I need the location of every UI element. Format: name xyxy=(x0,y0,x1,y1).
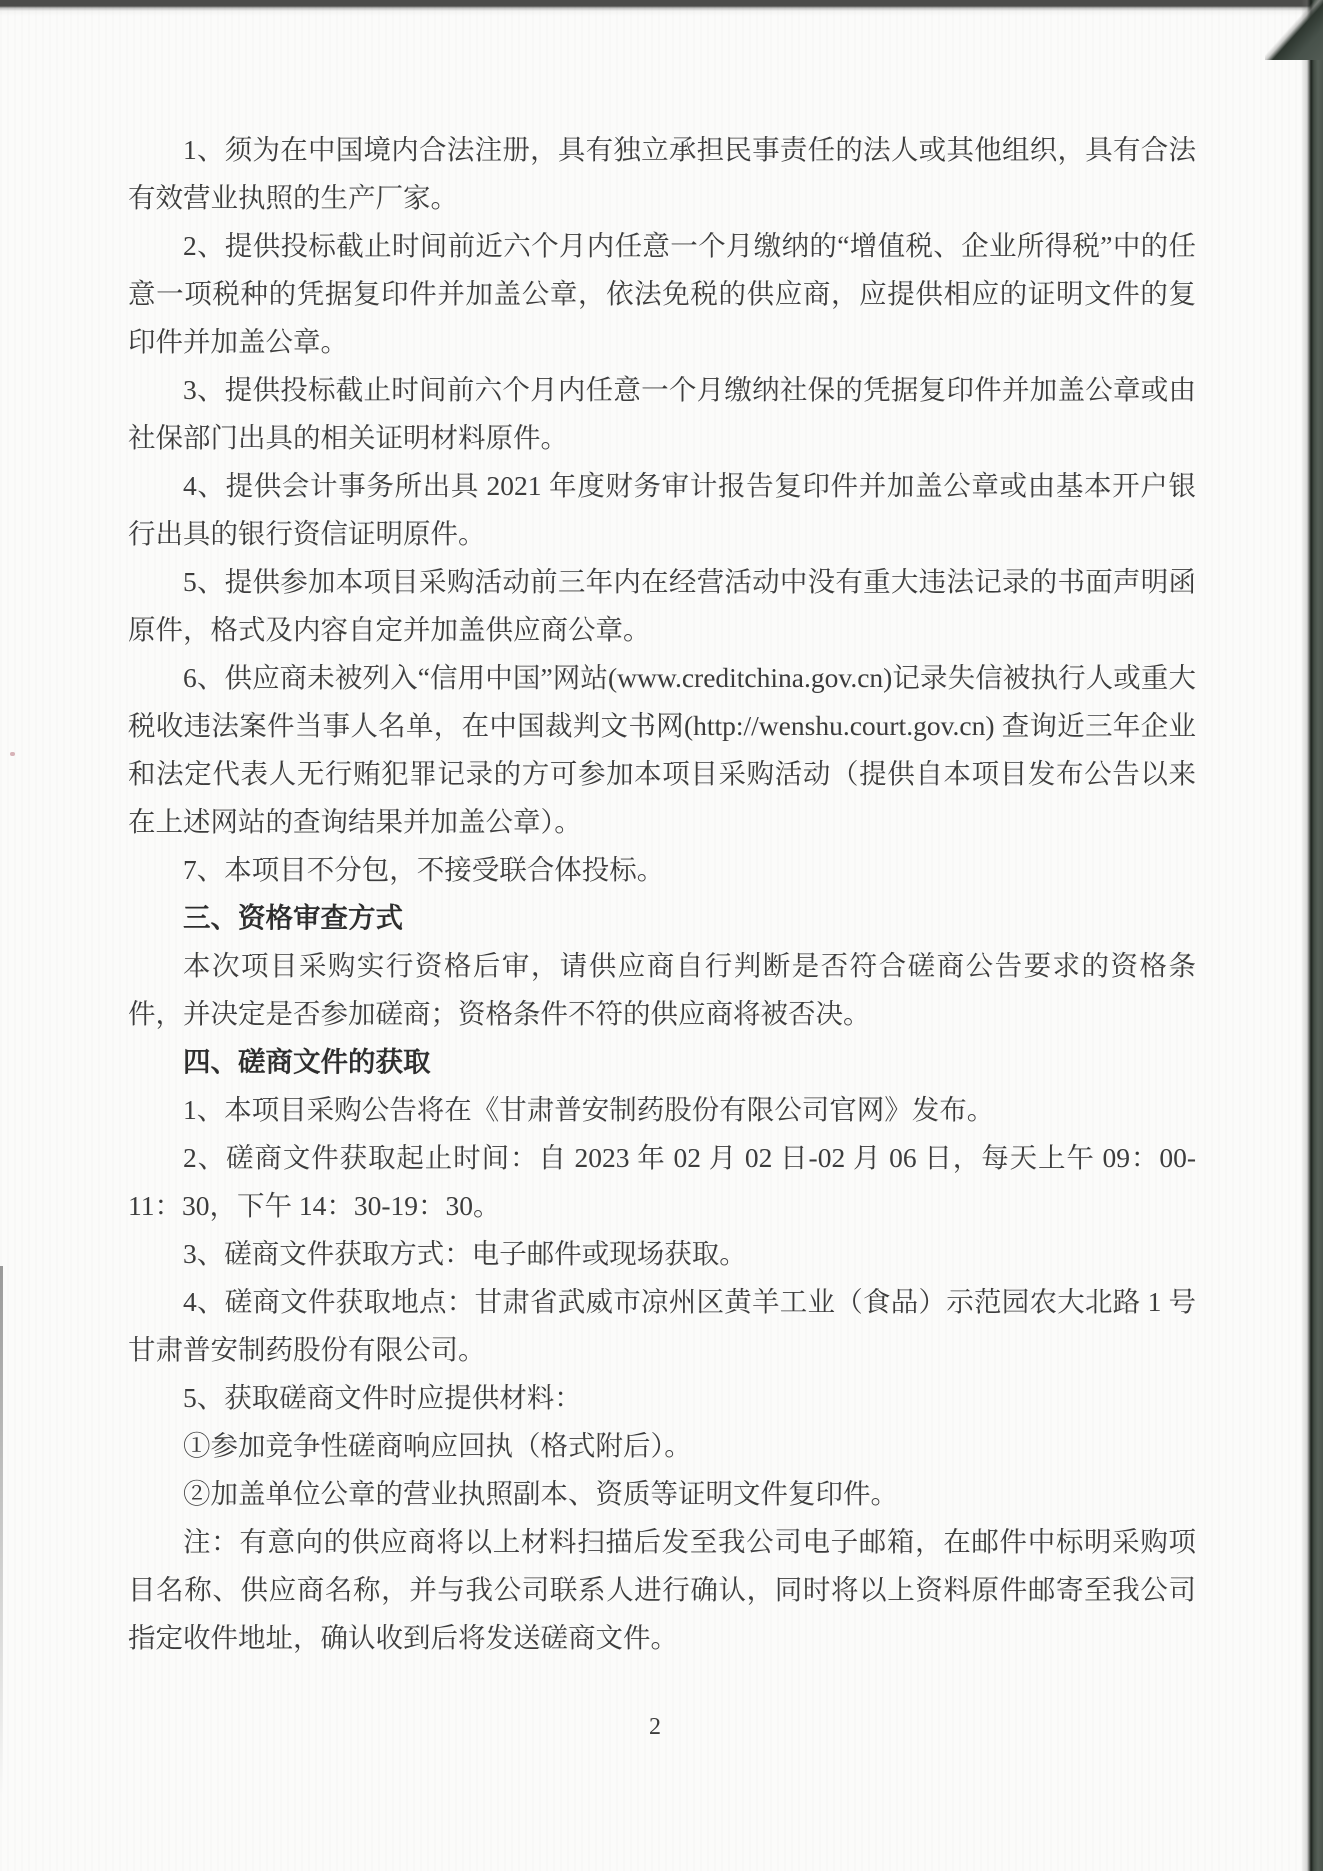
paragraph: 7、本项目不分包，不接受联合体投标。 xyxy=(183,854,665,885)
paragraph: 注：有意向的供应商将以上材料扫描后发至我公司电子邮箱，在邮件中标明采购项目名称、供应商名称，并与我公司联系人进行确认，同时将以上资料原件邮寄至我公司指定收件地址，确认收到后将发送磋商文件。 xyxy=(128,1526,1196,1653)
paragraph: 2、磋商文件获取起止时间：自 2023 年 02 月 02 日-02 月 06 日，每天上午 09：00-11：30，下午 14：30-19：30。 xyxy=(128,1142,1196,1221)
paragraph: 3、磋商文件获取方式：电子邮件或现场获取。 xyxy=(183,1238,747,1269)
paragraph: 2、提供投标截止时间前近六个月内任意一个月缴纳的“增值税、企业所得税”中的任意一项税种的凭据复印件并加盖公章，依法免税的供应商，应提供相应的证明文件的复印件并加盖公章。 xyxy=(128,230,1196,357)
section-heading: 三、资格审查方式 xyxy=(183,902,403,933)
paragraph: 4、磋商文件获取地点：甘肃省武威市凉州区黄羊工业（食品）示范园农大北路 1 号甘肃普安制药股份有限公司。 xyxy=(128,1286,1196,1365)
paragraph: 1、须为在中国境内合法注册，具有独立承担民事责任的法人或其他组织，具有合法有效营业执照的生产厂家。 xyxy=(128,134,1196,213)
paragraph: 5、获取磋商文件时应提供材料： xyxy=(183,1382,582,1413)
paragraph: 3、提供投标截止时间前六个月内任意一个月缴纳社保的凭据复印件并加盖公章或由社保部门出具的相关证明材料原件。 xyxy=(128,374,1196,453)
document-body xyxy=(128,126,1196,1662)
paragraph: 本次项目采购实行资格后审，请供应商自行判断是否符合磋商公告要求的资格条件，并决定是否参加磋商；资格条件不符的供应商将被否决。 xyxy=(128,950,1196,1029)
scan-speck xyxy=(10,752,15,756)
scan-edge-top xyxy=(0,0,1323,16)
section-heading: 四、磋商文件的获取 xyxy=(183,1046,431,1077)
paragraph: 5、提供参加本项目采购活动前三年内在经营活动中没有重大违法记录的书面声明函原件，格式及内容自定并加盖供应商公章。 xyxy=(128,566,1196,645)
scan-edge-left-line xyxy=(0,1266,3,1796)
scan-corner-top-right xyxy=(1265,0,1323,60)
paragraph: 6、供应商未被列入“信用中国”网站(www.creditchina.gov.cn)记录失信被执行人或重大税收违法案件当事人名单，在中国裁判文书网(http://wenshu.court.gov.cn) 查询近三年企业和法定代表人无行贿犯罪记录的方可参加本项目采购活动（提供自本项目发布公告以来在上述网站的查询结果并加盖公章）。 xyxy=(128,662,1196,837)
paragraph: 1、本项目采购公告将在《甘肃普安制药股份有限公司官网》发布。 xyxy=(183,1094,995,1125)
scan-edge-right xyxy=(1301,0,1323,1871)
paragraph: ②加盖单位公章的营业执照副本、资质等证明文件复印件。 xyxy=(183,1478,898,1509)
page-number: 2 xyxy=(649,1714,661,1740)
paragraph: ①参加竞争性磋商响应回执（格式附后）。 xyxy=(183,1430,692,1461)
paragraph: 4、提供会计事务所出具 2021 年度财务审计报告复印件并加盖公章或由基本开户银行出具的银行资信证明原件。 xyxy=(128,470,1196,549)
